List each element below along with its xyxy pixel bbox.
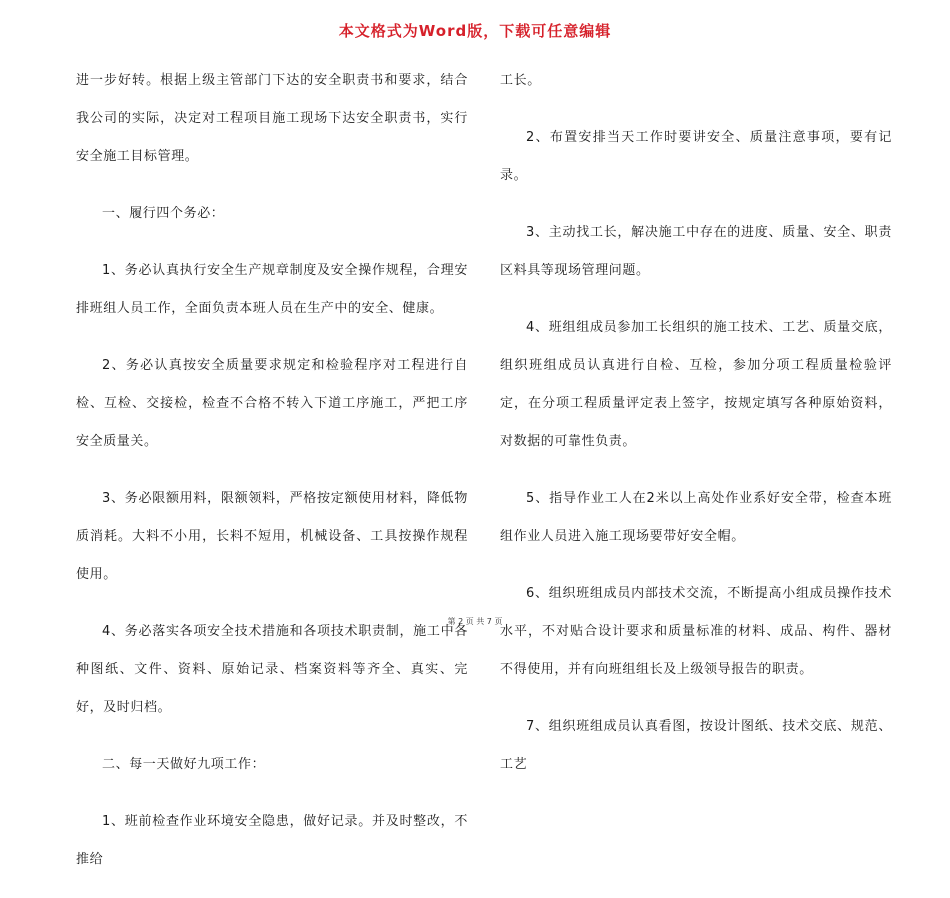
- page-number: 第 2 页 共 7 页: [447, 617, 503, 626]
- section-heading-nine-tasks: 二、每一天做好九项工作：: [102, 757, 266, 772]
- section-heading-four-musts: 一、履行四个务必：: [102, 206, 225, 221]
- right-text-column: [500, 62, 892, 803]
- paragraph-item: 2、务必认真按安全质量要求规定和检验程序对工程进行自检、互检、交接检，检查不合格不转入下道工序施工，严把工序安全质量关。: [76, 358, 468, 449]
- paragraph-item: 3、主动找工长，解决施工中存在的进度、质量、安全、职责区料具等现场管理问题。: [500, 225, 892, 278]
- paragraph-continuation: 进一步好转。根据上级主管部门下达的安全职责书和要求，结合我公司的实际，决定对工程项目施工现场下达安全职责书，实行安全施工目标管理。: [76, 73, 468, 164]
- paragraph-item: 2、布置安排当天工作时要讲安全、质量注意事项，要有记录。: [500, 130, 892, 183]
- paragraph-item: 4、务必落实各项安全技术措施和各项技术职责制，施工中各种图纸、文件、资料、原始记录、档案资料等齐全、真实、完好，及时归档。: [76, 624, 468, 715]
- paragraph-item: 4、班组组成员参加工长组织的施工技术、工艺、质量交底，组织班组成员认真进行自检、互检，参加分项工程质量检验评定，在分项工程质量评定表上签字，按规定填写各种原始资料，对数据的可靠性负责。: [500, 320, 892, 449]
- paragraph-item: 7、组织班组成员认真看图，按设计图纸、技术交底、规范、工艺: [500, 719, 892, 772]
- paragraph-item: 6、组织班组成员内部技术交流，不断提高小组成员操作技术水平，不对贴合设计要求和质量标准的材料、成品、构件、器材不得使用，并有向班组组长及上级领导报告的职责。: [500, 586, 892, 677]
- document-banner: 本文格式为Word版，下载可任意编辑: [338, 22, 612, 40]
- left-text-column: [76, 62, 468, 898]
- paragraph-item: 3、务必限额用料，限额领料，严格按定额使用材料，降低物质消耗。大料不小用，长料不短用，机械设备、工具按操作规程使用。: [76, 491, 468, 582]
- paragraph-continuation: 工长。: [500, 73, 541, 88]
- paragraph-item: 1、务必认真执行安全生产规章制度及安全操作规程，合理安排班组人员工作，全面负责本班人员在生产中的安全、健康。: [76, 263, 468, 316]
- paragraph-item: 1、班前检查作业环境安全隐患，做好记录。并及时整改，不推给: [76, 814, 468, 867]
- paragraph-item: 5、指导作业工人在2米以上高处作业系好安全带，检查本班组作业人员进入施工现场要带好安全帽。: [500, 491, 892, 544]
